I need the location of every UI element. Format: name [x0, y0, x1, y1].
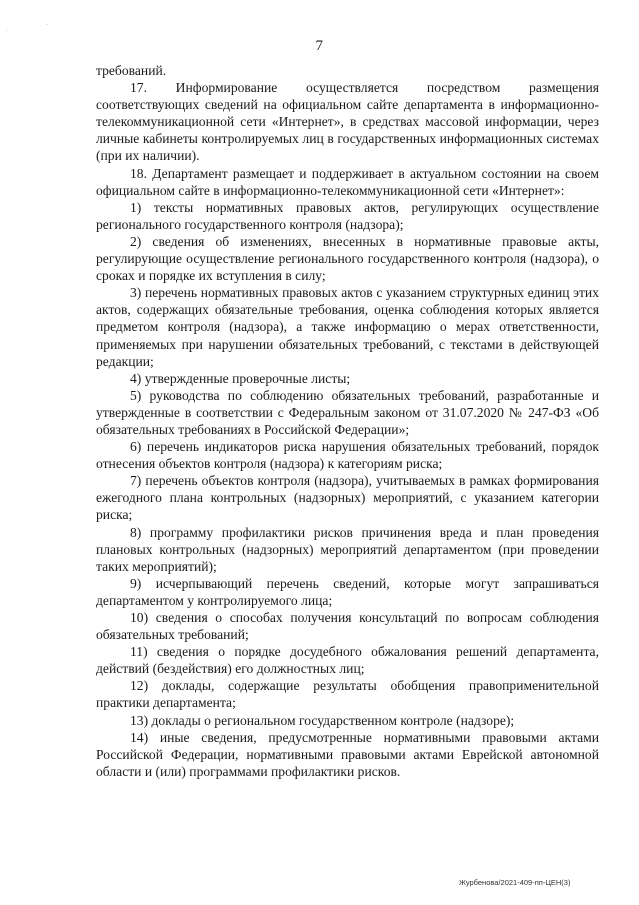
paragraph: 11) сведения о порядке досудебного обжалования решений департамента, действий (бездействия) его должностных лиц;	[96, 644, 599, 677]
paragraph: 9) исчерпывающий перечень сведений, которые могут запрашиваться департаментом у контролируемого лица;	[96, 575, 599, 608]
paragraph: 18. Департамент размещает и поддерживает в актуальном состоянии на своем официальном сайте в информационно-телекоммуникационной сети «Интернет»:	[96, 165, 599, 198]
paragraph: 17. Информирование осуществляется посредством размещения соответствующих сведений на официальном сайте департамента в информационно-телекоммуникационной сети «Интернет», в средствах массовой информации, через личные кабинеты контролируемых лиц в государственных информационных системах (при их наличии).	[96, 80, 599, 164]
paragraph: 3) перечень нормативных правовых актов с указанием структурных единиц этих актов, содержащих обязательные требования, оценка соблюдения которых является предметом контроля (надзора), а также информацию о мерах ответственности, применяемых при нарушении обязательных требований, с текстами в действующей редакции;	[96, 285, 599, 369]
scan-mark-tick: `	[46, 25, 48, 31]
footer-document-code: Журбенова/2021-409-пп-ЦЕН(3)	[459, 878, 571, 887]
paragraph: требований.	[96, 63, 167, 78]
paragraph: 2) сведения об изменениях, внесенных в нормативные правовые акты, регулирующие осуществление регионального государственного контроля (надзора), о сроках и порядке их вступления в силу;	[96, 233, 599, 284]
page-number: 7	[315, 38, 324, 54]
scan-mark-dot: ·	[6, 28, 8, 34]
paragraph: 13) доклады о региональном государственном контроле (надзоре);	[130, 712, 515, 728]
document-body	[96, 62, 599, 780]
paragraph: 4) утвержденные проверочные листы;	[130, 370, 351, 386]
paragraph: 8) программу профилактики рисков причинения вреда и план проведения плановых контрольных (надзорных) мероприятий департаментом (при проведении таких мероприятий);	[96, 524, 599, 574]
paragraph: 7) перечень объектов контроля (надзора), учитываемых в рамках формирования ежегодного плана контрольных (надзорных) мероприятий, с указанием категории риска;	[96, 473, 599, 523]
paragraph: 10) сведения о способах получения консультаций по вопросам соблюдения обязательных требований;	[96, 610, 599, 643]
paragraph: 5) руководства по соблюдению обязательных требований, разработанные и утвержденные в соответствии с Федеральным законом от 31.07.2020 № 247-ФЗ «Об обязательных требованиях в Российской Федерации»;	[96, 387, 599, 437]
paragraph: 12) доклады, содержащие результаты обобщения правоприменительной практики департамента;	[96, 678, 599, 711]
paragraph: 1) тексты нормативных правовых актов, регулирующих осуществление регионального государственного контроля (надзора);	[96, 199, 599, 232]
paragraph: 14) иные сведения, предусмотренные нормативными правовыми актами Российской Федерации, нормативными правовыми актами Еврейской автономной области и (или) программами профилактики рисков.	[96, 729, 599, 779]
paragraph: 6) перечень индикаторов риска нарушения обязательных требований, порядок отнесения объектов контроля (надзора) к категориям риска;	[96, 439, 599, 472]
